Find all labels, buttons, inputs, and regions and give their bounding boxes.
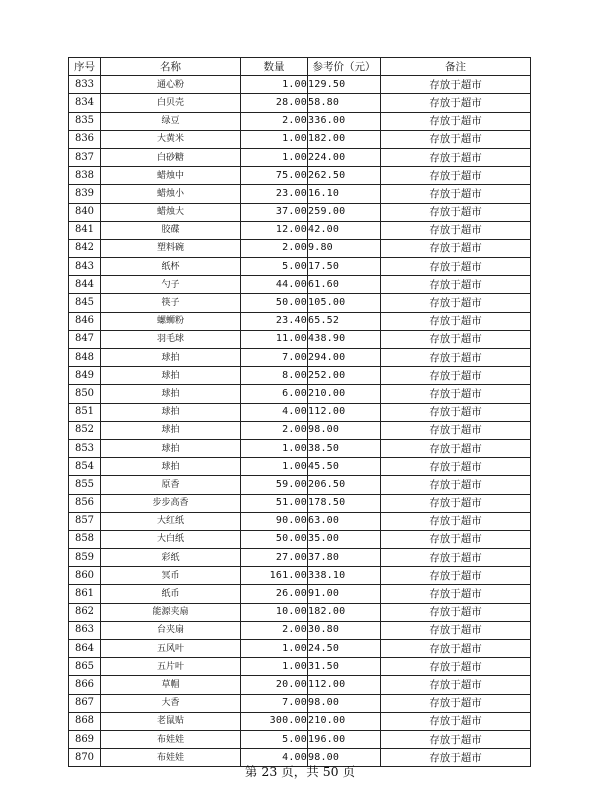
cell-name: 筷子 (101, 294, 241, 312)
cell-id: 866 (69, 676, 101, 694)
cell-name: 羽毛球 (101, 330, 241, 348)
cell-name: 球拍 (101, 439, 241, 457)
cell-note: 存放于超市 (381, 730, 531, 748)
cell-note: 存放于超市 (381, 549, 531, 567)
cell-qty: 37.00 (241, 203, 308, 221)
cell-note: 存放于超市 (381, 367, 531, 385)
cell-qty: 75.00 (241, 167, 308, 185)
cell-qty: 5.00 (241, 730, 308, 748)
cell-id: 853 (69, 439, 101, 457)
cell-note: 存放于超市 (381, 421, 531, 439)
cell-qty: 6.00 (241, 385, 308, 403)
cell-qty: 300.00 (241, 712, 308, 730)
table-row (69, 239, 531, 257)
cell-qty: 44.00 (241, 276, 308, 294)
cell-qty: 1.00 (241, 658, 308, 676)
cell-name: 纸杯 (101, 258, 241, 276)
cell-qty: 23.40 (241, 312, 308, 330)
table-row (69, 276, 531, 294)
cell-price: 61.60 (308, 276, 381, 294)
cell-name: 绿豆 (101, 112, 241, 130)
cell-id: 860 (69, 567, 101, 585)
cell-name: 白砂糖 (101, 148, 241, 166)
cell-price: 438.90 (308, 330, 381, 348)
cell-qty: 7.00 (241, 349, 308, 367)
cell-qty: 2.00 (241, 112, 308, 130)
cell-name: 老鼠贴 (101, 712, 241, 730)
cell-price: 336.00 (308, 112, 381, 130)
cell-price: 24.50 (308, 640, 381, 658)
cell-name: 球拍 (101, 403, 241, 421)
table-row (69, 367, 531, 385)
cell-note: 存放于超市 (381, 239, 531, 257)
cell-id: 844 (69, 276, 101, 294)
cell-name: 布娃娃 (101, 749, 241, 767)
cell-note: 存放于超市 (381, 385, 531, 403)
cell-price: 338.10 (308, 567, 381, 585)
cell-note: 存放于超市 (381, 640, 531, 658)
cell-note: 存放于超市 (381, 694, 531, 712)
cell-note: 存放于超市 (381, 476, 531, 494)
cell-qty: 161.00 (241, 567, 308, 585)
table-body (69, 76, 531, 767)
table-row (69, 530, 531, 548)
table-row (69, 621, 531, 639)
table-header-row (69, 58, 531, 76)
cell-qty: 23.00 (241, 185, 308, 203)
cell-qty: 5.00 (241, 258, 308, 276)
cell-qty: 26.00 (241, 585, 308, 603)
cell-price: 262.50 (308, 167, 381, 185)
cell-id: 855 (69, 476, 101, 494)
cell-note: 存放于超市 (381, 148, 531, 166)
cell-price: 259.00 (308, 203, 381, 221)
cell-note: 存放于超市 (381, 167, 531, 185)
cell-id: 851 (69, 403, 101, 421)
cell-name: 通心粉 (101, 76, 241, 94)
cell-note: 存放于超市 (381, 112, 531, 130)
cell-price: 196.00 (308, 730, 381, 748)
cell-note: 存放于超市 (381, 258, 531, 276)
table-row (69, 567, 531, 585)
cell-id: 868 (69, 712, 101, 730)
cell-id: 867 (69, 694, 101, 712)
cell-qty: 28.00 (241, 94, 308, 112)
cell-qty: 7.00 (241, 694, 308, 712)
cell-name: 台夹扇 (101, 621, 241, 639)
cell-id: 842 (69, 239, 101, 257)
cell-id: 837 (69, 148, 101, 166)
cell-price: 58.80 (308, 94, 381, 112)
cell-id: 838 (69, 167, 101, 185)
table-row (69, 439, 531, 457)
cell-price: 129.50 (308, 76, 381, 94)
cell-name: 大香 (101, 694, 241, 712)
cell-note: 存放于超市 (381, 603, 531, 621)
cell-price: 210.00 (308, 712, 381, 730)
cell-id: 862 (69, 603, 101, 621)
cell-qty: 50.00 (241, 530, 308, 548)
cell-id: 845 (69, 294, 101, 312)
cell-id: 834 (69, 94, 101, 112)
cell-name: 大黄米 (101, 130, 241, 148)
cell-name: 蜡烛中 (101, 167, 241, 185)
cell-id: 843 (69, 258, 101, 276)
cell-name: 勺子 (101, 276, 241, 294)
cell-price: 35.00 (308, 530, 381, 548)
cell-price: 45.50 (308, 458, 381, 476)
cell-id: 847 (69, 330, 101, 348)
cell-id: 849 (69, 367, 101, 385)
cell-name: 蜡烛大 (101, 203, 241, 221)
cell-note: 存放于超市 (381, 94, 531, 112)
cell-name: 球拍 (101, 367, 241, 385)
cell-price: 16.10 (308, 185, 381, 203)
cell-qty: 11.00 (241, 330, 308, 348)
table-row (69, 640, 531, 658)
cell-id: 833 (69, 76, 101, 94)
cell-price: 182.00 (308, 130, 381, 148)
table-row (69, 585, 531, 603)
table-row (69, 94, 531, 112)
cell-price: 91.00 (308, 585, 381, 603)
cell-note: 存放于超市 (381, 403, 531, 421)
table-row (69, 676, 531, 694)
cell-note: 存放于超市 (381, 712, 531, 730)
table-row (69, 712, 531, 730)
cell-price: 224.00 (308, 148, 381, 166)
cell-price: 30.80 (308, 621, 381, 639)
table-row (69, 658, 531, 676)
cell-qty: 59.00 (241, 476, 308, 494)
table-row (69, 76, 531, 94)
cell-id: 856 (69, 494, 101, 512)
cell-price: 17.50 (308, 258, 381, 276)
cell-price: 42.00 (308, 221, 381, 239)
table-row (69, 330, 531, 348)
cell-id: 859 (69, 549, 101, 567)
cell-qty: 20.00 (241, 676, 308, 694)
cell-name: 胶碟 (101, 221, 241, 239)
cell-name: 布娃娃 (101, 730, 241, 748)
cell-id: 864 (69, 640, 101, 658)
cell-qty: 1.00 (241, 458, 308, 476)
cell-note: 存放于超市 (381, 749, 531, 767)
cell-note: 存放于超市 (381, 530, 531, 548)
header-name: 名称 (101, 58, 241, 76)
cell-name: 冥币 (101, 567, 241, 585)
cell-name: 塑料碗 (101, 239, 241, 257)
table-row (69, 130, 531, 148)
cell-id: 840 (69, 203, 101, 221)
cell-id: 870 (69, 749, 101, 767)
cell-price: 98.00 (308, 421, 381, 439)
cell-note: 存放于超市 (381, 458, 531, 476)
table-row (69, 385, 531, 403)
cell-id: 852 (69, 421, 101, 439)
cell-note: 存放于超市 (381, 76, 531, 94)
table-row (69, 349, 531, 367)
table-row (69, 185, 531, 203)
cell-note: 存放于超市 (381, 585, 531, 603)
cell-id: 848 (69, 349, 101, 367)
cell-name: 步步高香 (101, 494, 241, 512)
table-row (69, 694, 531, 712)
cell-name: 纸币 (101, 585, 241, 603)
cell-name: 蜡烛小 (101, 185, 241, 203)
cell-qty: 2.00 (241, 239, 308, 257)
cell-id: 857 (69, 512, 101, 530)
table-row (69, 312, 531, 330)
cell-qty: 51.00 (241, 494, 308, 512)
page-number: 第 23 页，共 50 页 (244, 764, 356, 779)
cell-price: 252.00 (308, 367, 381, 385)
cell-name: 球拍 (101, 421, 241, 439)
cell-price: 31.50 (308, 658, 381, 676)
cell-note: 存放于超市 (381, 276, 531, 294)
cell-name: 球拍 (101, 458, 241, 476)
table-row (69, 403, 531, 421)
cell-name: 能源夹扇 (101, 603, 241, 621)
table-row (69, 112, 531, 130)
table-row (69, 258, 531, 276)
cell-name: 球拍 (101, 385, 241, 403)
cell-note: 存放于超市 (381, 676, 531, 694)
cell-qty: 1.00 (241, 640, 308, 658)
cell-price: 112.00 (308, 403, 381, 421)
table-row (69, 603, 531, 621)
cell-id: 835 (69, 112, 101, 130)
cell-note: 存放于超市 (381, 203, 531, 221)
cell-id: 846 (69, 312, 101, 330)
cell-name: 草帽 (101, 676, 241, 694)
table-row (69, 549, 531, 567)
cell-price: 178.50 (308, 494, 381, 512)
cell-qty: 4.00 (241, 749, 308, 767)
cell-price: 38.50 (308, 439, 381, 457)
cell-qty: 10.00 (241, 603, 308, 621)
cell-note: 存放于超市 (381, 185, 531, 203)
cell-note: 存放于超市 (381, 494, 531, 512)
cell-note: 存放于超市 (381, 621, 531, 639)
table-row (69, 494, 531, 512)
table-row (69, 148, 531, 166)
table-row (69, 458, 531, 476)
cell-qty: 1.00 (241, 130, 308, 148)
cell-qty: 1.00 (241, 439, 308, 457)
table-row (69, 294, 531, 312)
cell-price: 294.00 (308, 349, 381, 367)
cell-note: 存放于超市 (381, 221, 531, 239)
cell-id: 836 (69, 130, 101, 148)
header-id: 序号 (69, 58, 101, 76)
cell-qty: 90.00 (241, 512, 308, 530)
cell-qty: 8.00 (241, 367, 308, 385)
cell-price: 105.00 (308, 294, 381, 312)
cell-price: 9.80 (308, 239, 381, 257)
header-price: 参考价（元） (308, 58, 381, 76)
cell-price: 98.00 (308, 694, 381, 712)
cell-name: 彩纸 (101, 549, 241, 567)
cell-note: 存放于超市 (381, 439, 531, 457)
cell-id: 858 (69, 530, 101, 548)
cell-note: 存放于超市 (381, 312, 531, 330)
cell-note: 存放于超市 (381, 512, 531, 530)
cell-name: 大红纸 (101, 512, 241, 530)
cell-qty: 1.00 (241, 76, 308, 94)
cell-price: 98.00 (308, 749, 381, 767)
cell-price: 210.00 (308, 385, 381, 403)
cell-price: 112.00 (308, 676, 381, 694)
table-row (69, 512, 531, 530)
cell-note: 存放于超市 (381, 658, 531, 676)
cell-qty: 2.00 (241, 421, 308, 439)
table-row (69, 476, 531, 494)
cell-note: 存放于超市 (381, 349, 531, 367)
cell-note: 存放于超市 (381, 567, 531, 585)
cell-price: 37.80 (308, 549, 381, 567)
cell-name: 五风叶 (101, 640, 241, 658)
cell-note: 存放于超市 (381, 294, 531, 312)
cell-id: 861 (69, 585, 101, 603)
cell-qty: 50.00 (241, 294, 308, 312)
cell-name: 螺蛳粉 (101, 312, 241, 330)
cell-price: 182.00 (308, 603, 381, 621)
cell-note: 存放于超市 (381, 330, 531, 348)
inventory-table (68, 57, 531, 767)
table-row (69, 421, 531, 439)
cell-id: 865 (69, 658, 101, 676)
cell-id: 839 (69, 185, 101, 203)
cell-qty: 12.00 (241, 221, 308, 239)
header-qty: 数量 (241, 58, 308, 76)
cell-qty: 27.00 (241, 549, 308, 567)
cell-id: 850 (69, 385, 101, 403)
table-row (69, 221, 531, 239)
table-row (69, 203, 531, 221)
cell-note: 存放于超市 (381, 130, 531, 148)
cell-price: 206.50 (308, 476, 381, 494)
cell-price: 63.00 (308, 512, 381, 530)
cell-name: 原香 (101, 476, 241, 494)
cell-id: 854 (69, 458, 101, 476)
cell-id: 869 (69, 730, 101, 748)
cell-qty: 2.00 (241, 621, 308, 639)
cell-name: 大白纸 (101, 530, 241, 548)
cell-id: 841 (69, 221, 101, 239)
table-row (69, 730, 531, 748)
header-note: 备注 (381, 58, 531, 76)
cell-name: 五片叶 (101, 658, 241, 676)
cell-qty: 1.00 (241, 148, 308, 166)
table-row (69, 167, 531, 185)
cell-name: 白贝壳 (101, 94, 241, 112)
cell-price: 65.52 (308, 312, 381, 330)
cell-id: 863 (69, 621, 101, 639)
cell-qty: 4.00 (241, 403, 308, 421)
cell-name: 球拍 (101, 349, 241, 367)
